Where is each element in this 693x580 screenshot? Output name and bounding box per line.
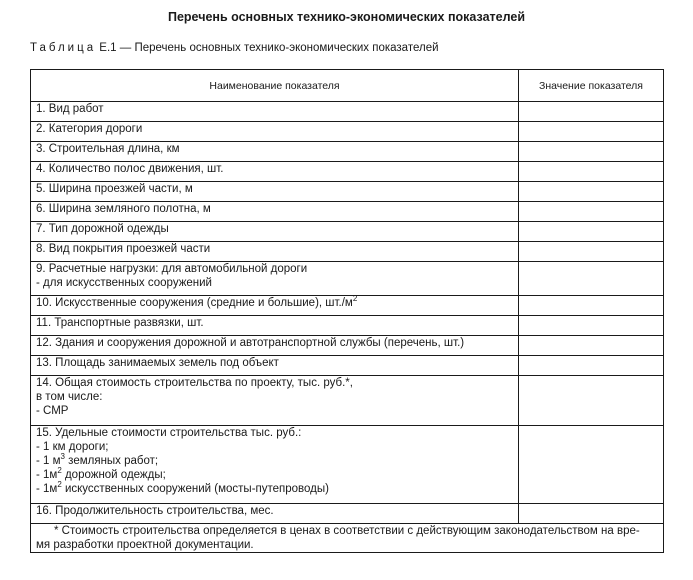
table-row	[31, 162, 664, 182]
indicator-text: - 1 м	[36, 455, 61, 467]
indicator-name-cell	[31, 242, 519, 262]
indicator-value-cell	[519, 102, 664, 122]
indicator-value-cell	[519, 202, 664, 222]
indicator-text: 8. Вид покрытия проезжей части	[36, 243, 211, 255]
indicator-text: 5. Ширина проезжей части, м	[36, 183, 193, 195]
table-body	[31, 102, 664, 524]
indicator-name-line	[36, 356, 513, 370]
indicator-name-line	[36, 504, 513, 518]
indicator-name-cell	[31, 222, 519, 242]
table-row	[31, 102, 664, 122]
indicator-text: в том числе:	[36, 391, 103, 403]
indicator-value-cell	[519, 142, 664, 162]
footnote	[31, 524, 664, 553]
indicator-text: 4. Количество полос движения, шт.	[36, 163, 224, 175]
indicator-value-cell	[519, 504, 664, 524]
footnote-line: мя разработки проектной документации.	[36, 539, 254, 551]
indicator-text: 16. Продолжительность строительства, мес.	[36, 505, 274, 517]
indicator-name-line	[36, 262, 513, 276]
superscript: 2	[57, 480, 62, 490]
indicator-text-after: дорожной одежды;	[61, 469, 166, 481]
table-row	[31, 316, 664, 336]
indicator-name-cell	[31, 336, 519, 356]
indicator-name-line	[36, 142, 513, 156]
table-caption-prefix: Таблица	[30, 42, 97, 54]
indicator-text: - СМР	[36, 405, 69, 417]
column-header-value: Значение показателя	[519, 70, 664, 102]
indicator-text: - для искусственных сооружений	[36, 277, 212, 289]
indicator-name-cell	[31, 162, 519, 182]
indicator-name-line	[36, 454, 513, 468]
superscript: 2	[57, 466, 62, 476]
indicator-value-cell	[519, 242, 664, 262]
column-header-name: Наименование показателя	[31, 70, 519, 102]
indicator-name-line	[36, 162, 513, 176]
indicators-table	[30, 69, 664, 553]
indicator-name-line	[36, 390, 513, 404]
indicator-text: - 1 км дороги;	[36, 441, 109, 453]
indicator-name-cell	[31, 504, 519, 524]
superscript: 3	[60, 452, 65, 462]
indicator-name-cell	[31, 426, 519, 504]
indicator-value-cell	[519, 222, 664, 242]
indicator-text: - 1м	[36, 483, 58, 495]
indicator-text: - 1м	[36, 469, 58, 481]
indicator-name-cell	[31, 102, 519, 122]
indicator-value-cell	[519, 376, 664, 426]
indicator-name-line	[36, 242, 513, 256]
table-row	[31, 336, 664, 356]
table-caption-label: Е.1 — Перечень основных технико-экономических показателей	[99, 42, 439, 54]
indicator-text: 11. Транспортные развязки, шт.	[36, 317, 204, 329]
indicator-name-line	[36, 440, 513, 454]
indicator-name-line	[36, 276, 513, 290]
table-row	[31, 262, 664, 296]
indicator-name-cell	[31, 296, 519, 316]
footnote-row	[31, 524, 664, 553]
table-row	[31, 182, 664, 202]
indicator-text: 2. Категория дороги	[36, 123, 143, 135]
indicator-value-cell	[519, 336, 664, 356]
indicator-text: 13. Площадь занимаемых земель под объект	[36, 357, 279, 369]
indicator-name-line	[36, 202, 513, 216]
indicator-text: 10. Искусственные сооружения (средние и большие), шт./м	[36, 297, 353, 309]
indicator-text: 3. Строительная длина, км	[36, 143, 180, 155]
indicator-value-cell	[519, 426, 664, 504]
footnote-line: * Стоимость строительства определяется в ценах в соответствии с действующим законодательством на вре-	[54, 525, 640, 537]
indicator-name-line	[36, 404, 513, 418]
indicator-value-cell	[519, 296, 664, 316]
page-title: Перечень основных технико-экономических показателей	[167, 10, 526, 24]
indicator-value-cell	[519, 182, 664, 202]
indicator-text: 12. Здания и сооружения дорожной и автотранспортной службы (перечень, шт.)	[36, 337, 465, 349]
table-row	[31, 202, 664, 222]
indicator-text: 15. Удельные стоимости строительства тыс. руб.:	[36, 427, 302, 439]
table-caption	[30, 42, 439, 54]
indicator-name-cell	[31, 316, 519, 336]
indicator-name-line	[36, 426, 513, 440]
indicator-value-cell	[519, 356, 664, 376]
indicator-name-cell	[31, 142, 519, 162]
table-row	[31, 504, 664, 524]
indicator-name-line	[36, 316, 513, 330]
indicator-name-line	[36, 182, 513, 196]
indicator-value-cell	[519, 262, 664, 296]
indicator-text-after: искусственных сооружений (мосты-путепроводы)	[61, 483, 329, 495]
indicator-name-cell	[31, 376, 519, 426]
indicator-name-line	[36, 222, 513, 236]
superscript: 2	[352, 294, 358, 304]
indicator-name-line	[36, 336, 513, 350]
table-row	[31, 376, 664, 426]
indicator-text: 14. Общая стоимость строительства по проекту, тыс. руб.*,	[36, 377, 353, 389]
table-row	[31, 356, 664, 376]
indicator-text: 6. Ширина земляного полотна, м	[36, 203, 211, 215]
indicator-text: 7. Тип дорожной одежды	[36, 223, 169, 235]
table-row	[31, 296, 664, 316]
indicator-text-after: земляных работ;	[64, 455, 159, 467]
indicator-name-cell	[31, 202, 519, 222]
indicator-name-line	[36, 482, 513, 496]
table-row	[31, 242, 664, 262]
indicator-name-line	[36, 376, 513, 390]
indicator-text: 9. Расчетные нагрузки: для автомобильной дороги	[36, 263, 308, 275]
indicator-name-cell	[31, 182, 519, 202]
indicator-value-cell	[519, 122, 664, 142]
indicator-name-line	[36, 122, 513, 136]
table-row	[31, 122, 664, 142]
table-header-row	[31, 70, 664, 102]
indicator-name-line	[36, 102, 513, 116]
table-row	[31, 426, 664, 504]
indicator-value-cell	[519, 162, 664, 182]
table-row	[31, 142, 664, 162]
indicator-name-cell	[31, 262, 519, 296]
indicator-name-line	[36, 468, 513, 482]
indicator-text: 1. Вид работ	[36, 103, 104, 115]
indicator-name-line	[36, 296, 513, 310]
indicator-value-cell	[519, 316, 664, 336]
indicator-name-cell	[31, 122, 519, 142]
indicator-name-cell	[31, 356, 519, 376]
table-row	[31, 222, 664, 242]
